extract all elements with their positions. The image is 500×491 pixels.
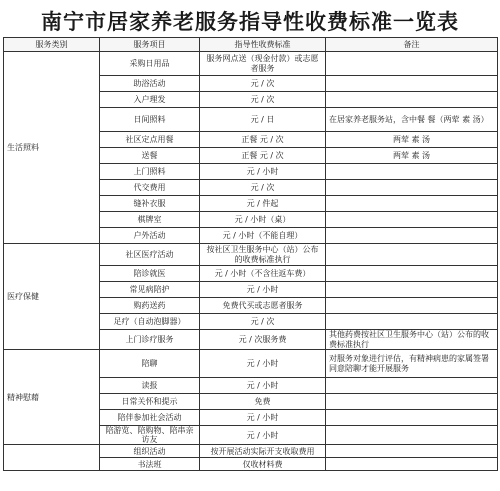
standard-cell: 按开展活动实际开支收取费用 bbox=[200, 445, 326, 458]
item-cell: 常见病陪护 bbox=[100, 282, 200, 298]
table-row bbox=[4, 52, 498, 76]
item-cell: 上门诊疗服务 bbox=[100, 330, 200, 350]
standard-cell: 正餐 元 / 次 bbox=[200, 148, 326, 164]
standard-cell: 元 / 次 bbox=[200, 76, 326, 92]
header-item: 服务项目 bbox=[100, 38, 200, 52]
item-cell: 日常关怀和提示 bbox=[100, 394, 200, 410]
item-cell: 入户理发 bbox=[100, 92, 200, 108]
standard-cell: 元 / 小时 bbox=[200, 410, 326, 426]
standard-cell: 正餐 元 / 次 bbox=[200, 132, 326, 148]
note-cell bbox=[326, 164, 498, 180]
header-category: 服务类别 bbox=[4, 38, 100, 52]
note-cell bbox=[326, 76, 498, 92]
standard-cell: 元 / 件起 bbox=[200, 196, 326, 212]
standard-cell: 元 / 小时 bbox=[200, 426, 326, 445]
note-cell bbox=[326, 228, 498, 244]
note-cell bbox=[326, 244, 498, 266]
table-row bbox=[4, 244, 498, 266]
item-cell: 陪聊 bbox=[100, 350, 200, 378]
item-cell: 书法班 bbox=[100, 458, 200, 471]
table-row bbox=[4, 445, 498, 458]
standard-cell: 元 / 次 bbox=[200, 180, 326, 196]
table-row bbox=[4, 350, 498, 378]
standard-cell: 元 / 日 bbox=[200, 108, 326, 132]
item-cell: 棋牌室 bbox=[100, 212, 200, 228]
standard-cell: 按社区卫生服务中心（站）公布的收费标准执行 bbox=[200, 244, 326, 266]
item-cell: 日间照料 bbox=[100, 108, 200, 132]
standard-cell: 元 / 小时（不含往返车费） bbox=[200, 266, 326, 282]
note-cell bbox=[326, 266, 498, 282]
item-cell: 缝补衣服 bbox=[100, 196, 200, 212]
fee-table-body bbox=[4, 52, 498, 471]
standard-cell: 元 / 次 bbox=[200, 314, 326, 330]
note-cell bbox=[326, 378, 498, 394]
item-cell: 户外活动 bbox=[100, 228, 200, 244]
standard-cell: 元 / 小时（桌） bbox=[200, 212, 326, 228]
header-standard: 指导性收费标准 bbox=[200, 38, 326, 52]
item-cell: 社区定点用餐 bbox=[100, 132, 200, 148]
item-cell: 助浴活动 bbox=[100, 76, 200, 92]
note-cell bbox=[326, 314, 498, 330]
standard-cell: 免费 bbox=[200, 394, 326, 410]
standard-cell: 元 / 小时（不能自理） bbox=[200, 228, 326, 244]
category-cell: 医疗保健 bbox=[4, 244, 100, 350]
note-cell: 两荤 素 汤 bbox=[326, 148, 498, 164]
note-cell: 对服务对象进行评估，有精神病患的家属签署同意陪聊才能开展服务 bbox=[326, 350, 498, 378]
item-cell: 陪游览、陪购物、陪串亲访友 bbox=[100, 426, 200, 445]
note-cell bbox=[326, 458, 498, 471]
note-cell bbox=[326, 426, 498, 445]
header-note: 备注 bbox=[326, 38, 498, 52]
category-cell: 生活照料 bbox=[4, 52, 100, 244]
standard-cell: 元 / 小时 bbox=[200, 378, 326, 394]
item-cell: 足疗（自动泡脚器） bbox=[100, 314, 200, 330]
standard-cell: 元 / 小时 bbox=[200, 282, 326, 298]
note-cell bbox=[326, 394, 498, 410]
note-cell bbox=[326, 92, 498, 108]
category-cell: 精神慰藉 bbox=[4, 350, 100, 445]
note-cell: 两荤 素 汤 bbox=[326, 132, 498, 148]
item-cell: 陪诊就医 bbox=[100, 266, 200, 282]
page-title: 南宁市居家养老服务指导性收费标准一览表 bbox=[41, 10, 459, 34]
item-cell: 陪伴参加社会活动 bbox=[100, 410, 200, 426]
note-cell: 其他药费按社区卫生服务中心（站）公布的收费标准执行 bbox=[326, 330, 498, 350]
item-cell: 读报 bbox=[100, 378, 200, 394]
note-cell bbox=[326, 282, 498, 298]
note-cell bbox=[326, 445, 498, 458]
standard-cell: 服务网点送（现金付款）或志愿者服务 bbox=[200, 52, 326, 76]
note-cell bbox=[326, 410, 498, 426]
standard-cell: 元 / 小时 bbox=[200, 164, 326, 180]
standard-cell: 仅收材料费 bbox=[200, 458, 326, 471]
note-cell bbox=[326, 298, 498, 314]
item-cell: 上门照料 bbox=[100, 164, 200, 180]
note-cell bbox=[326, 196, 498, 212]
item-cell: 代交费用 bbox=[100, 180, 200, 196]
item-cell: 组织活动 bbox=[100, 445, 200, 458]
note-cell bbox=[326, 52, 498, 76]
standard-cell: 免费代买或志愿者服务 bbox=[200, 298, 326, 314]
fee-table bbox=[3, 37, 498, 471]
note-cell: 在居家养老服务站，含中餐 餐（两荤 素 汤） bbox=[326, 108, 498, 132]
category-cell bbox=[4, 445, 100, 471]
standard-cell: 元 / 次服务费 bbox=[200, 330, 326, 350]
standard-cell: 元 / 小时 bbox=[200, 350, 326, 378]
item-cell: 采购日用品 bbox=[100, 52, 200, 76]
item-cell: 购药送药 bbox=[100, 298, 200, 314]
table-header-row bbox=[4, 38, 498, 52]
item-cell: 社区医疗活动 bbox=[100, 244, 200, 266]
item-cell: 送餐 bbox=[100, 148, 200, 164]
note-cell bbox=[326, 212, 498, 228]
note-cell bbox=[326, 180, 498, 196]
standard-cell: 元 / 次 bbox=[200, 92, 326, 108]
